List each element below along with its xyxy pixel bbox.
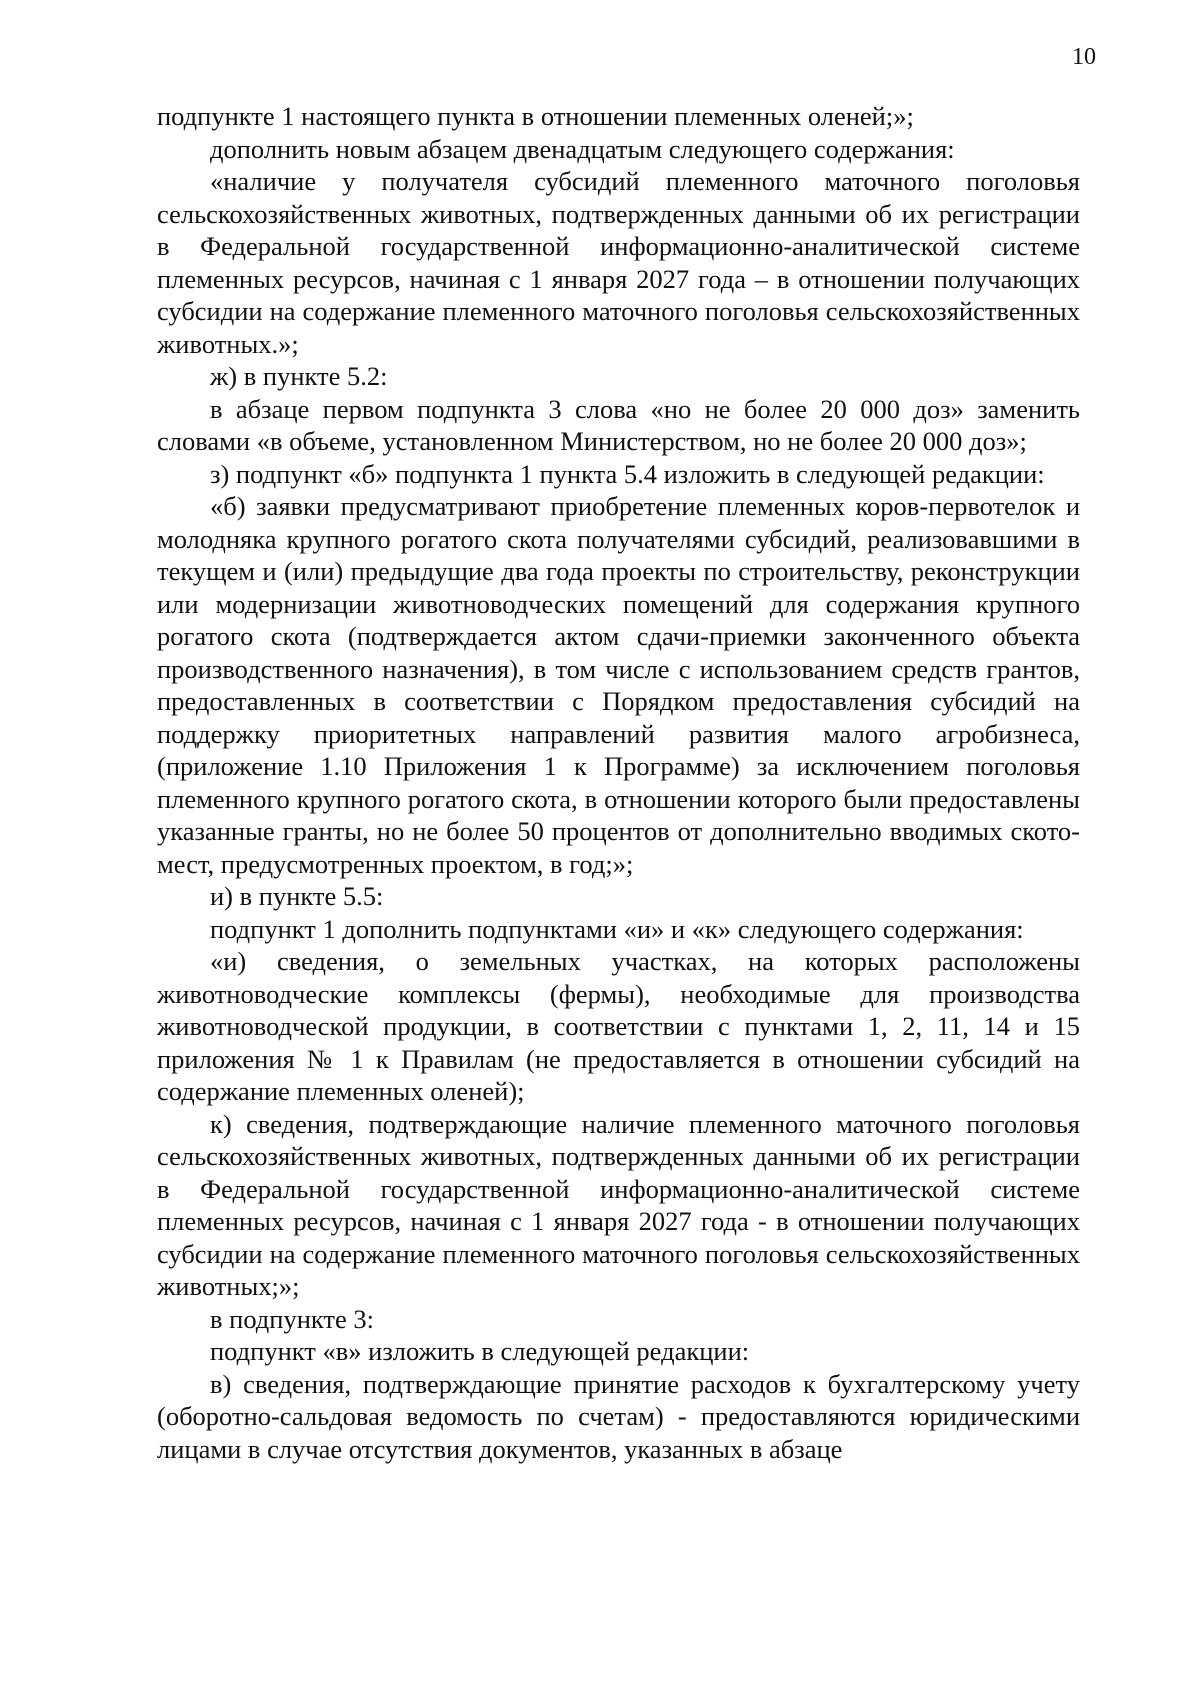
paragraph: «наличие у получателя субсидий племенного маточного поголовья сельскохозяйственных животных, подтвержденных данными об их регистрации в Федеральной государственной информационно-аналитической системе племенных ресурсов, начиная с 1 января 2027 года – в отношении получающих субсидии на содержание племенного маточного поголовья сельскохозяйственных животных.»; [157, 166, 1080, 359]
paragraph: к) сведения, подтверждающие наличие племенного маточного поголовья сельскохозяйственных животных, подтвержденных данными об их регистрации в Федеральной государственной информационно-аналитической системе племенных ресурсов, начиная с 1 января 2027 года - в отношении получающих субсидии на содержание племенного маточного поголовья сельскохозяйственных животных;»; [157, 1108, 1080, 1301]
paragraph: в подпункте 3: [210, 1303, 375, 1334]
paragraph: подпункт «в» изложить в следующей редакции: [210, 1336, 750, 1366]
paragraph: подпункт 1 дополнить подпунктами «и» и «к» следующего содержания: [210, 913, 1024, 944]
paragraph: «б) заявки предусматривают приобретение племенных коров-первотелок и молодняка крупного рогатого скота получателями субсидий, реализовавшими в текущем и (или) предыдущие два года проекты по строительству, реконструкции или модернизации животноводческих помещений для содержания крупного рогатого скота (подтверждается актом сдачи-приемки законченного объекта производственного назначения), в том числе с использованием средств грантов, предоставленных в соответствии с Порядком предоставления субсидий на поддержку приоритетных направлений развития малого агробизнеса, (приложение 1.10 Приложения 1 к Программе) за исключением поголовья племенного крупного рогатого скота, в отношении которого были предоставлены указанные гранты, но не более 50 процентов от дополнительно вводимых ското-мест, предусмотренных проектом, в год;»; [157, 491, 1080, 879]
document-body [157, 100, 1080, 1465]
paragraph: «и) сведения, о земельных участках, на которых расположены животноводческие комплексы (фермы), необходимые для производства животноводческой продукции, в соответствии с пунктами 1, 2, 11, 14 и 15 приложения № 1 к Правилам (не предоставляется в отношении субсидий на содержание племенных оленей); [157, 946, 1080, 1106]
paragraph: в абзаце первом подпункта 3 слова «но не более 20 000 доз» заменить словами «в объеме, установленном Министерством, но не более 20 000 доз»; [157, 393, 1080, 456]
page-number: 10 [1072, 44, 1096, 70]
paragraph: и) в пункте 5.5: [210, 881, 384, 911]
paragraph: в) сведения, подтверждающие принятие расходов к бухгалтерскому учету (оборотно-сальдовая ведомость по счетам) - предоставляются юридическими лицами в случае отсутствия документов, указанных в абзаце [157, 1368, 1080, 1464]
paragraph: ж) в пункте 5.2: [210, 361, 388, 391]
paragraph: дополнить новым абзацем двенадцатым следующего содержания: [210, 133, 955, 164]
paragraph: з) подпункт «б» подпункта 1 пункта 5.4 изложить в следующей редакции: [210, 458, 1045, 489]
paragraph-continuation: подпункте 1 настоящего пункта в отношении племенных оленей;»; [157, 101, 914, 131]
